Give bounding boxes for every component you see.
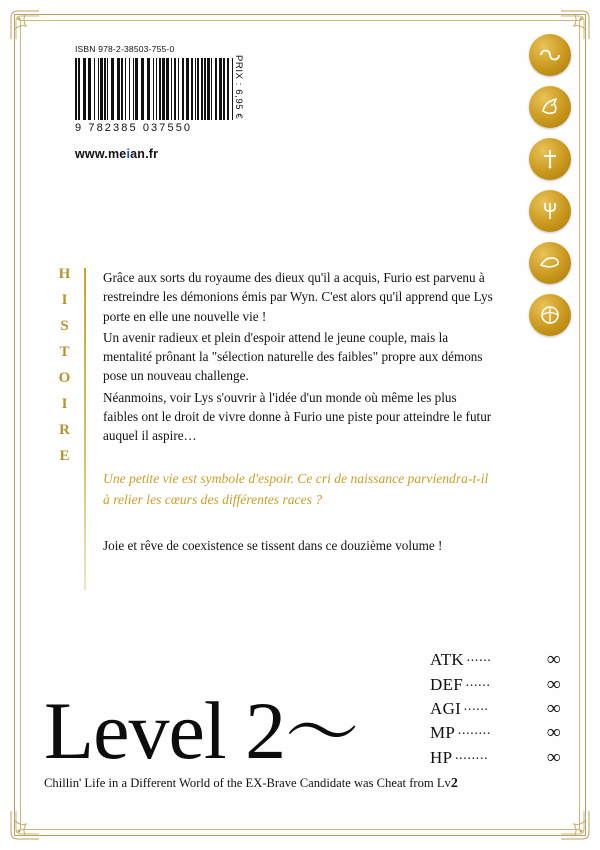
stat-value: ∞: [546, 649, 560, 671]
section-label-letter: H: [58, 266, 72, 282]
stat-dots: ······: [465, 654, 491, 670]
stats-list: [430, 648, 560, 770]
stat-row: [430, 697, 560, 721]
section-label-letter: E: [59, 447, 71, 464]
barcode-block: [75, 44, 235, 161]
stat-row: [430, 648, 560, 672]
stat-dots: ······: [463, 703, 489, 719]
stat-value: ∞: [546, 698, 560, 720]
title-block: [44, 685, 464, 792]
stat-row: [430, 673, 560, 697]
stat-value: ∞: [546, 746, 560, 768]
stat-row: [430, 721, 560, 745]
subtitle-lv: v: [444, 776, 451, 790]
stat-label: HP: [430, 747, 453, 767]
section-divider-rule: [84, 268, 86, 590]
synopsis-paragraph: Néanmoins, voir Lys s'ouvrir à l'idée d'un monde où même les plus faibles ont le droit de vivre donne à Furio une piste pour atteindre le futur auquel il aspire…: [103, 389, 492, 444]
title-main-rest: evel 2: [93, 685, 286, 777]
title-main: L: [44, 685, 94, 777]
stat-label: DEF: [430, 674, 464, 694]
stat-label: ATK: [430, 650, 464, 670]
website-accent-letter: i: [126, 147, 131, 161]
synopsis-paragraph: Un avenir radieux et plein d'espoir attend le jeune couple, mais la mentalité prônant la "sélection naturelle des faibles" propre aux démons pose un nouveau challenge.: [103, 329, 483, 384]
stat-dots: ······: [465, 678, 491, 694]
subtitle-text: Chillin' Life in a Different World of the EX-Brave Candidate was Cheat from L: [44, 776, 445, 790]
sword-icon: [529, 138, 571, 180]
stat-label: AGI: [430, 699, 462, 719]
subtitle-level-number: 2: [450, 776, 458, 791]
section-label-letter: S: [60, 317, 70, 334]
stat-icon-column: [528, 34, 572, 336]
stat-dots: ········: [454, 751, 488, 767]
section-label-histoire: [52, 262, 78, 592]
orb-icon: [529, 294, 571, 336]
title-tilde: 〜: [285, 693, 359, 776]
synopsis-closing: Joie et rêve de coexistence se tissent dans ce douzième volume !: [103, 538, 443, 554]
stat-value: ∞: [546, 673, 560, 695]
price-label: PRIX : 6,95 €: [233, 55, 244, 120]
barcode-digits: 9 782385 037550: [75, 122, 193, 134]
section-label-letter: O: [58, 369, 72, 386]
synopsis-paragraph: Grâce aux sorts du royaume des dieux qu'il a acquis, Furio est parvenu à restreindre les démonions émis par Wyn. C'est alors qu'il apprend que Lys porte en elle une nouvelle vie !: [103, 270, 493, 324]
barcode-image: [75, 58, 233, 120]
stat-label: MP: [430, 723, 456, 743]
section-label-letter: I: [61, 395, 69, 412]
page-title: [44, 685, 464, 777]
stat-row: [430, 746, 560, 770]
section-label-letter: T: [59, 343, 71, 360]
isbn-label: ISBN 978-2-38503-755-0: [75, 44, 175, 54]
infinity-icon: [529, 34, 571, 76]
trident-icon: [529, 190, 571, 232]
section-label-letter: R: [59, 421, 71, 438]
website-prefix: www.me: [75, 147, 127, 161]
section-label-letter: I: [61, 291, 69, 308]
stat-dots: ········: [457, 727, 491, 743]
stat-value: ∞: [546, 722, 560, 744]
wing-icon: [529, 242, 571, 284]
synopsis-block: [103, 268, 495, 557]
synopsis-highlight: Une petite vie est symbole d'espoir. Ce cri de naissance parviendra-t-il à relier les cœurs des différentes races ?: [103, 471, 489, 507]
subtitle: [44, 776, 464, 792]
website-suffix: an.fr: [130, 147, 159, 161]
publisher-website: [75, 147, 235, 161]
shield-beast-icon: [529, 86, 571, 128]
